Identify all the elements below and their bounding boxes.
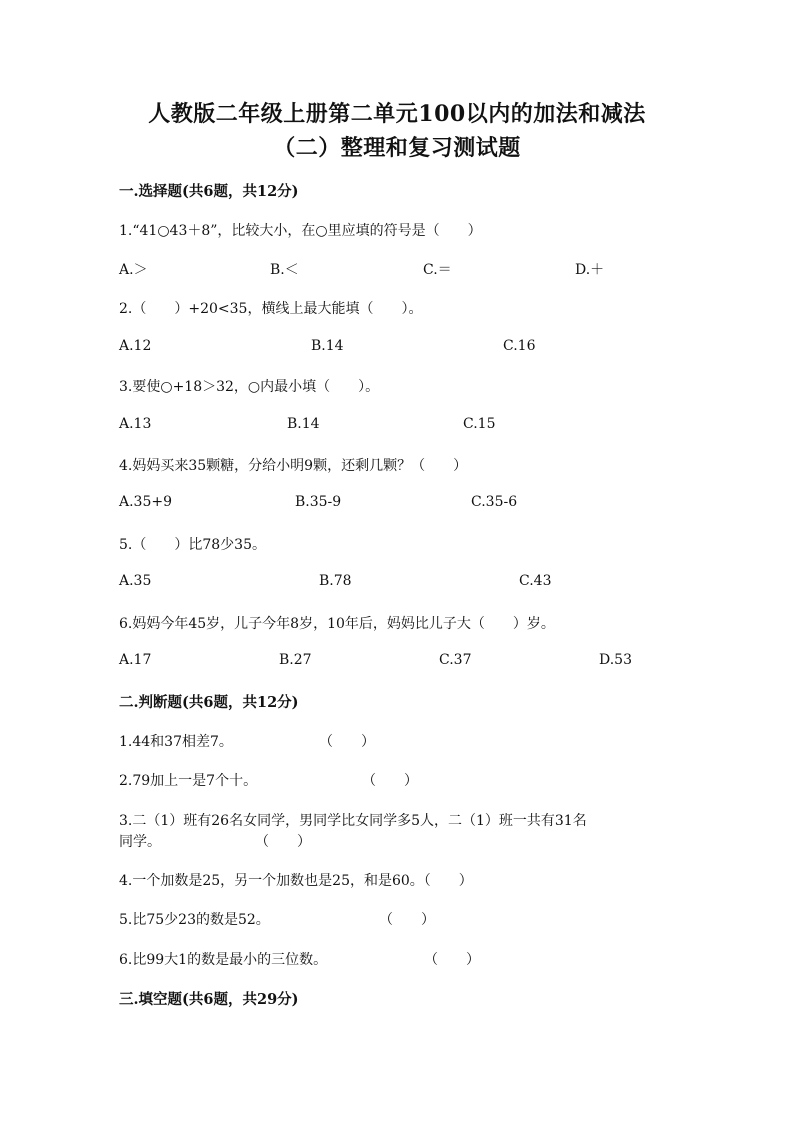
- choice-q5-option-c: C.43: [519, 573, 552, 589]
- judge-question-3: 3.二（1）班有26名女同学，男同学比女同学多5人，二（1）班一共有31名: [119, 813, 587, 829]
- judge-question-1: 1.44和37相差7。: [119, 734, 233, 750]
- choice-question-5: 5.（ ）比78少35。: [119, 537, 266, 553]
- choice-q3-option-c: C.15: [463, 416, 496, 432]
- choice-q4-option-b: B.35-9: [295, 494, 342, 510]
- judge-q2-answer-blank: （ ）: [362, 773, 418, 789]
- choice-q6-option-c: C.37: [439, 652, 472, 668]
- choice-q1-option-c: C.＝: [423, 262, 452, 278]
- section-heading-fill: 三.填空题(共6题，共29分): [119, 991, 299, 1008]
- choice-q6-option-b: B.27: [279, 652, 312, 668]
- choice-question-1: 1.“41○43＋8”，比较大小，在○里应填的符号是（ ）: [119, 223, 482, 239]
- judge-q6-answer-blank: （ ）: [424, 952, 480, 968]
- choice-q2-option-c: C.16: [503, 338, 536, 354]
- choice-q6-option-a: A.17: [119, 652, 152, 668]
- page-title-line1: 人教版二年级上册第二单元100以内的加法和减法: [148, 101, 646, 127]
- choice-q2-option-b: B.14: [311, 338, 344, 354]
- judge-question-6: 6.比99大1的数是最小的三位数。: [119, 952, 328, 968]
- judge-q3-answer-blank: （ ）: [255, 834, 311, 850]
- judge-question-3-cont: 同学。: [119, 834, 161, 850]
- choice-question-4: 4.妈妈买来35颗糖，分给小明9颗，还剩几颗？（ ）: [119, 458, 468, 474]
- judge-question-5: 5.比75少23的数是52。: [119, 912, 270, 928]
- judge-q1-answer-blank: （ ）: [319, 734, 375, 750]
- choice-q4-option-c: C.35-6: [471, 494, 518, 510]
- choice-q1-option-b: B.＜: [270, 262, 299, 278]
- choice-q3-option-b: B.14: [287, 416, 320, 432]
- judge-question-2: 2.79加上一是7个十。: [119, 773, 258, 789]
- choice-q4-option-a: A.35+9: [119, 494, 173, 510]
- choice-q5-option-a: A.35: [119, 573, 152, 589]
- choice-question-2: 2.（ ）+20<35，横线上最大能填（ ）。: [119, 301, 423, 317]
- judge-question-4: 4.一个加数是25，另一个加数也是25，和是60。（ ）: [119, 873, 473, 889]
- choice-question-3: 3.要使○+18＞32，○内最小填（ ）。: [119, 379, 380, 395]
- choice-question-6: 6.妈妈今年45岁，儿子今年8岁，10年后，妈妈比儿子大（ ）岁。: [119, 616, 555, 632]
- choice-q1-option-a: A.＞: [119, 262, 148, 278]
- choice-q3-option-a: A.13: [119, 416, 152, 432]
- choice-q1-option-d: D.＋: [575, 262, 605, 278]
- section-heading-choice: 一.选择题(共6题，共12分): [119, 183, 299, 200]
- page-title-line2: （二）整理和复习测试题: [273, 135, 521, 161]
- section-heading-judge: 二.判断题(共6题，共12分): [119, 694, 299, 711]
- choice-q5-option-b: B.78: [319, 573, 352, 589]
- judge-q5-answer-blank: （ ）: [379, 912, 435, 928]
- choice-q2-option-a: A.12: [119, 338, 152, 354]
- choice-q6-option-d: D.53: [599, 652, 632, 668]
